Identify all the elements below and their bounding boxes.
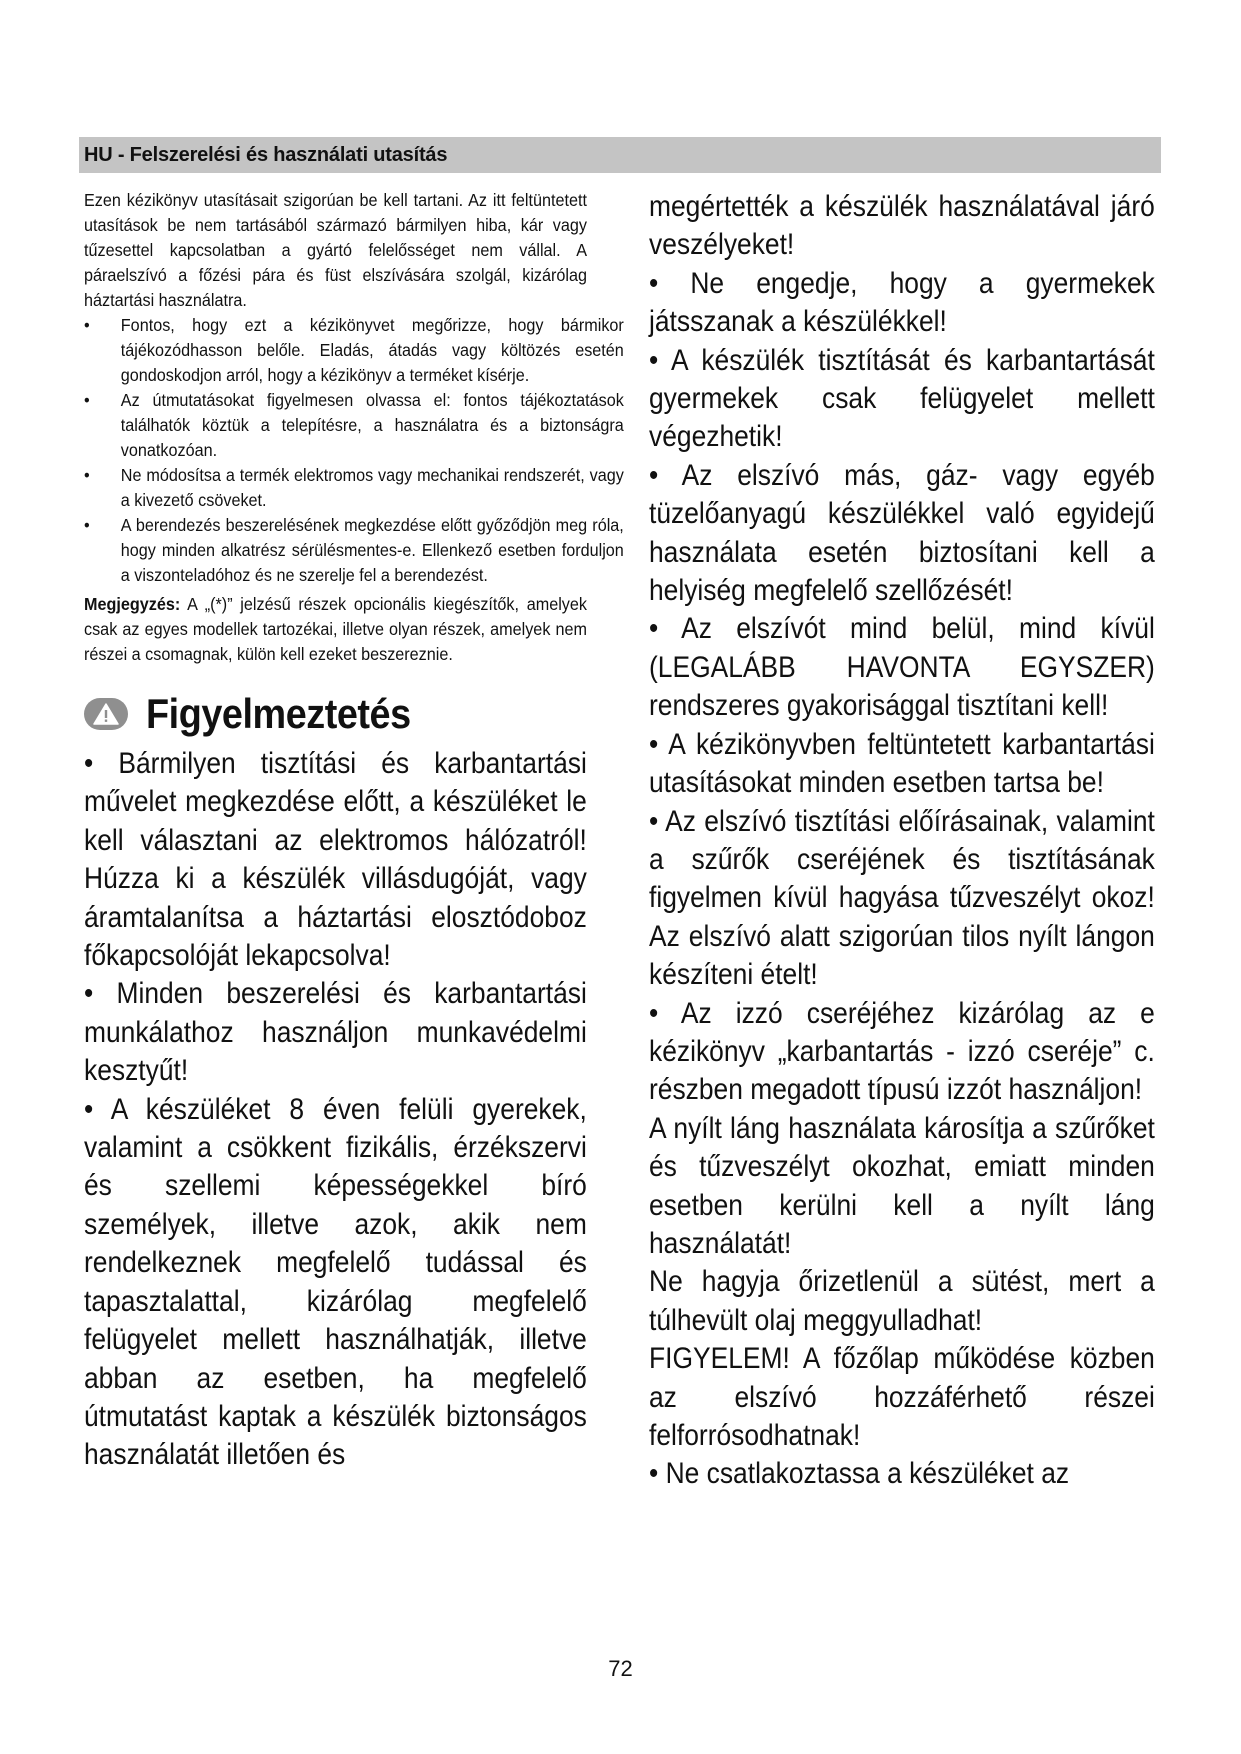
intro-bullet-text: A berendezés beszerelésének megkezdése előtt győződjön meg róla, hogy minden alkatrész sérülésmentes-e. Ellenkező esetben forduljon a viszonteladóhoz és ne szerelje fel a berendezést.	[120, 515, 624, 585]
warning-right-paragraph-10: Ne hagyja őrizetlenül a sütést, mert a túlhevült olaj meggyulladhat!	[649, 1265, 1155, 1337]
warning-right-paragraph-5: • Az elszívót mind belül, mind kívül (LEGALÁBB HAVONTA EGYSZER) rendszeres gyakorisággal tisztítani kell!	[649, 612, 1155, 723]
intro-paragraph: Ezen kézikönyv utasításait szigorúan be kell tartani. Az itt feltüntetett utasítások be nem tartásából származó bármilyen hiba, kár vagy tűzesettel kapcsolatban a gyártó felelősséget nem vállal. A páraelszívó a főzési pára és füst elszívására szolgál, kizárólag háztartási használatra.	[84, 190, 588, 310]
section-header	[79, 137, 1161, 173]
intro-bullet-4	[84, 513, 624, 588]
warning-right-paragraph-7: • Az elszívó tisztítási előírásainak, valamint a szűrők cseréjének és tisztításának figyelmen kívül hagyása tűzveszélyt okoz! Az elszívó alatt szigorúan tilos nyílt lángon készíteni ételt!	[649, 804, 1155, 992]
warning-right-paragraph-11: FIGYELEM! A főzőlap működése közben az elszívó hozzáférhető részei felforrósodhatnak!	[649, 1342, 1155, 1452]
intro-bullet-text: Fontos, hogy ezt a kézikönyvet megőrizze, hogy bármikor tájékozódhasson belőle. Eladás, átadás vagy költözés esetén gondoskodjon arról, hogy a kézikönyv a terméket kísérje.	[120, 315, 624, 385]
note-text: A „(*)” jelzésű részek opcionális kiegészítők, amelyek csak az egyes modellek tartozékai, illetve olyan részek, amelyek nem részei a csomagnak, külön kell ezeket beszereznie.	[84, 594, 588, 664]
warning-right-paragraph-8: • Az izzó cseréjéhez kizárólag az e kézikönyv „karbantartás - izzó cseréje” c. részben megadott típusú izzót használjon!	[649, 996, 1155, 1107]
warning-right-paragraph-9: A nyílt láng használata károsítja a szűrőket és tűzveszélyt okozhat, emiatt minden esetben kerülni kell a nyílt láng használatát!	[649, 1111, 1155, 1260]
warning-left-paragraph-3: • A készüléket 8 éven felüli gyerekek, valamint a csökkent fizikális, érzékszervi és szellemi képességekkel bíró személyek, illetve azok, akik nem rendelkeznek megfelelő tudással és tapasztalattal, kizárólag megfelelő felügyelet mellett használhatják, illetve abban az esetben, ha megfelelő útmutatást kaptak a készülék biztonságos használatát illetően és	[84, 1092, 587, 1472]
warning-right-paragraph-2: • Ne engedje, hogy a gyermekek játsszanak a készülékkel!	[649, 266, 1155, 339]
warning-title: Figyelmeztetés	[146, 690, 411, 737]
warning-right-paragraph-4: • Az elszívó más, gáz- vagy egyéb tüzelőanyagú készülékkel való egyidejű használata esetén biztosítani kell a helyiség megfelelő szellőzését!	[649, 458, 1155, 608]
warning-right-paragraph-12: • Ne csatlakoztassa a készüléket az	[649, 1457, 1070, 1491]
bullet-symbol: •	[84, 465, 90, 485]
intro-bullet-text: Ne módosítsa a termék elektromos vagy mechanikai rendszerét, vagy a kivezető csöveket.	[120, 465, 624, 510]
warning-right-paragraph-3: • A készülék tisztítását és karbantartását gyermekek csak felügyelet mellett végezhetik!	[649, 343, 1155, 454]
warning-right-paragraph-1: megértették a készülék használatával járó veszélyeket!	[649, 190, 1155, 262]
right-column	[649, 188, 1155, 1494]
note-paragraph	[84, 592, 587, 667]
bullet-symbol: •	[84, 515, 90, 535]
warning-right-paragraph-6: • A kézikönyvben feltüntetett karbantartási utasításokat minden esetben tartsa be!	[649, 727, 1155, 800]
warning-left-paragraph-2: • Minden beszerelési és karbantartási munkálathoz használjon munkavédelmi kesztyűt!	[84, 977, 587, 1088]
page-number: 72	[608, 1656, 633, 1681]
warning-left-paragraph-1: • Bármilyen tisztítási és karbantartási művelet megkezdése előtt, a készüléket le kell választani az elektromos hálózatról! Húzza ki a készülék villásdugóját, vagy áramtalanítsa a háztartási elosztódoboz főkapcsolóját lekapcsolva!	[84, 747, 587, 973]
intro-bullet-3	[84, 463, 624, 513]
left-column	[84, 188, 624, 1475]
warning-triangle-icon	[84, 698, 128, 730]
bullet-symbol: •	[84, 390, 90, 410]
warning-heading	[84, 689, 587, 739]
intro-bullet-text: Az útmutatásokat figyelmesen olvassa el: fontos tájékoztatások találhatók köztük a telepítésre, a használatra és a biztonságra vonatkozóan.	[120, 390, 624, 460]
intro-bullet-2	[84, 388, 624, 463]
section-title: HU - Felszerelési és használati utasítás	[84, 143, 448, 166]
bullet-symbol: •	[84, 315, 90, 335]
note-label: Megjegyzés:	[84, 594, 181, 614]
intro-bullet-1	[84, 313, 624, 388]
